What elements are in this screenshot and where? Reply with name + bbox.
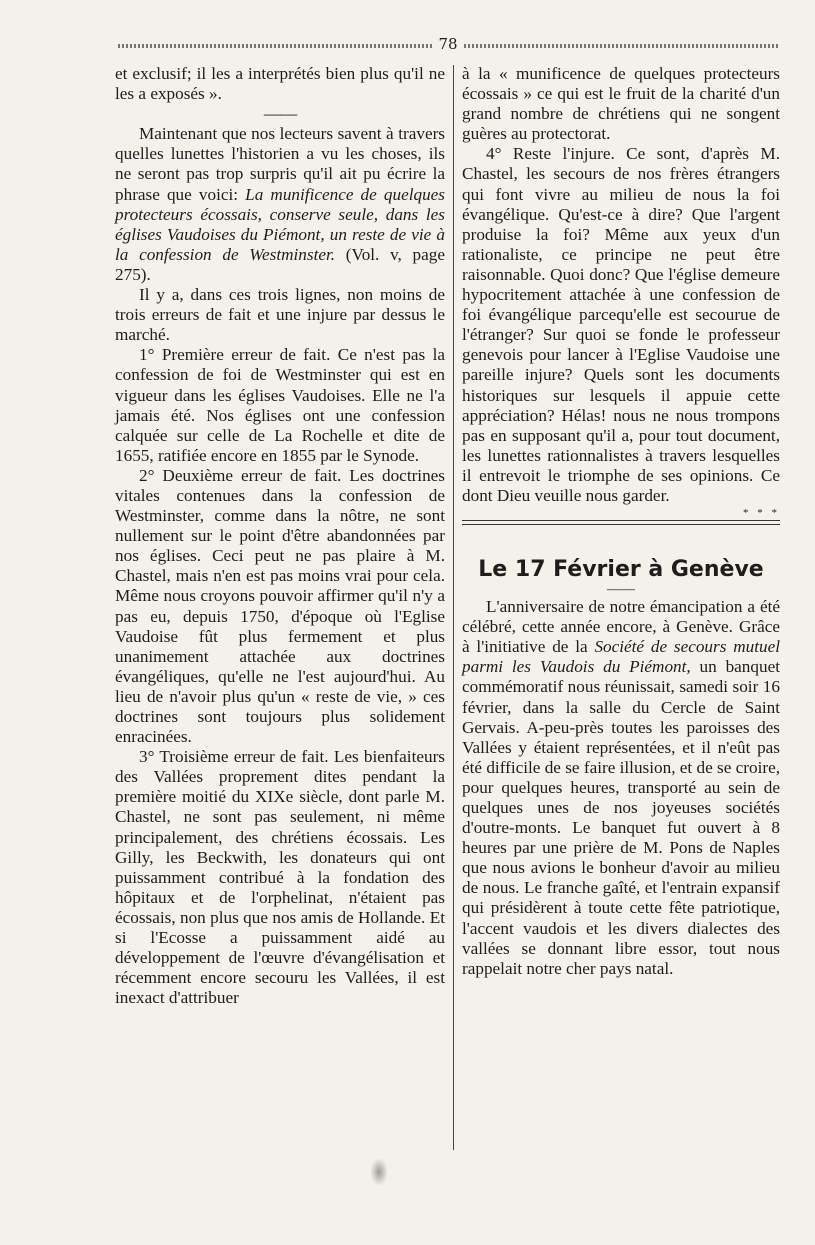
right-paragraph-1: à la « munificence de quelques protecteurs écossais » ce qui est le fruit de la charité d'un grand nombre de chrétiens qui ne songent guères au protectorat. [462, 64, 780, 144]
p2-quote: La munificence de quelques protecteurs écossais, conserve seule, dans les églises Vaudoises du Piémont, un reste de vie à la confession de Westminster. [115, 184, 445, 264]
page-header [118, 33, 778, 55]
ink-smudge [370, 1158, 388, 1186]
right-column [462, 64, 780, 979]
section-rule [462, 520, 780, 525]
p3-text-a: L'anniversaire de notre émancipation a été célébré, cette année encore, à Genève. Grâce à l'initiative de la [462, 597, 780, 657]
title-dash: —— [607, 582, 635, 598]
right-paragraph-3 [462, 597, 780, 979]
p2-text-a: Maintenant que nos lecteurs savent à travers quelles lunettes l'historien a vu les choses, ils ne seront pas trop surpris qu'il ait pu écrire la phrase que voici: [115, 124, 445, 204]
column-divider [453, 65, 454, 1150]
left-column [115, 64, 445, 1008]
p2-text-b: (Vol. v, page 275). [115, 244, 445, 284]
left-paragraph-2 [115, 124, 445, 285]
page-number: 78 [438, 34, 458, 53]
p3-italic: Société de secours mutuel parmi les Vaudois du Piémont, [462, 637, 780, 677]
header-ornament-right [464, 44, 778, 48]
left-paragraph-6: 3° Troisième erreur de fait. Les bienfaiteurs des Vallées proprement dites pendant la première moitié du XIXe siècle, dont parle M. Chastel, ne sont pas seulement, ni même principalement, des chrétiens écossais. Les Gilly, les Beckwith, les donateurs qui ont puissamment contribué à la fondation des hôpitaux et de l'orphelinat, n'étaient pas écossais, non plus que nos amis de Hollande. Et si l'Ecosse a puissamment aidé au développement de l'œuvre d'évangélisation et récemment encore secouru les Vallées, il est inexact d'attribuer [115, 747, 445, 1008]
section-title: Le 17 Février à Genève [478, 557, 764, 583]
asterism: * * * [743, 507, 780, 520]
right-paragraph-2: 4° Reste l'injure. Ce sont, d'après M. Chastel, les secours de nos frères étrangers qui font vivre au milieu de nous la foi évangélique. Qu'est-ce à dire? Que l'argent produise la foi? Même aux yeux d'un rationaliste, ce principe ne peut être raisonnable. Quoi donc? Que l'église demeure hypocritement attachée à une confession de foi évangélique parcequ'elle est secourue de l'étranger? Sur quoi se fonde le professeur genevois pour lancer à l'Eglise Vaudoise une pareille injure? Quels sont les documents historiques sur lesquels il appuie cette appréciation? Hélas! nous ne nous trompons pas en supposant qu'il a, pour tout document, les lunettes rationnalistes à travers lesquelles il entrevoit le triomphe de ses opinions. Ce dont Dieu veuille nous garder. [462, 144, 780, 505]
left-paragraph-4: 1° Première erreur de fait. Ce n'est pas la confession de foi de Westminster qui est en vigueur dans les églises Vaudoises. Elle ne l'a jamais été. Nos églises ont une confession calquée sur celle de La Rochelle et dite de 1655, ratifiée encore en 1855 par le Synode. [115, 345, 445, 465]
p3-text-b: un banquet commémoratif nous réunissait, samedi soir 16 février, dans la salle du Cercle de Saint Gervais. A-peu-près toutes les paroisses des Vallées y étaient représentées, et il n'eût pas été difficile de se faire illusion, et de se croire, pour quelques heures, transporté au sein de quelques unes de nos joyeuses sociétés d'outre-monts. Le banquet fut ouvert à 8 heures par une prière de M. Pons de Naples que nous avions le bonheur d'avoir au milieu de nous. Le franche gaîté, et l'entrain expansif qui présidèrent à toute cette fête patriotique, l'accent vaudois et les divers dialectes des vallées se donnant libre essor, tout nous rappelait notre cher pays natal. [462, 657, 780, 978]
separator-dash: —— [263, 104, 297, 124]
header-ornament-left [118, 44, 432, 48]
left-paragraph-5: 2° Deuxième erreur de fait. Les doctrines vitales contenues dans la confession de Westminster, comme dans la nôtre, ne sont nullement sur le point d'être abandonnées par nos églises. Ceci peut ne pas plaire à M. Chastel, mais n'en est pas moins vrai pour cela. Même nous croyons pouvoir affirmer qu'il n'y a pas eu, depuis 1750, d'époque où l'Eglise Vaudoise fût plus fermement et plus unanimement attachée aux doctrines évangéliques, qu'elle ne l'est aujourd'hui. Au lieu de n'avoir plus qu'un « reste de vie, » ces doctrines sont toujours plus solidement enracinées. [115, 465, 445, 747]
left-paragraph-3: Il y a, dans ces trois lignes, non moins de trois erreurs de fait et une injure par dessus le marché. [115, 285, 445, 345]
left-paragraph-1: et exclusif; il les a interprétés bien plus qu'il ne les a exposés ». [115, 64, 445, 104]
